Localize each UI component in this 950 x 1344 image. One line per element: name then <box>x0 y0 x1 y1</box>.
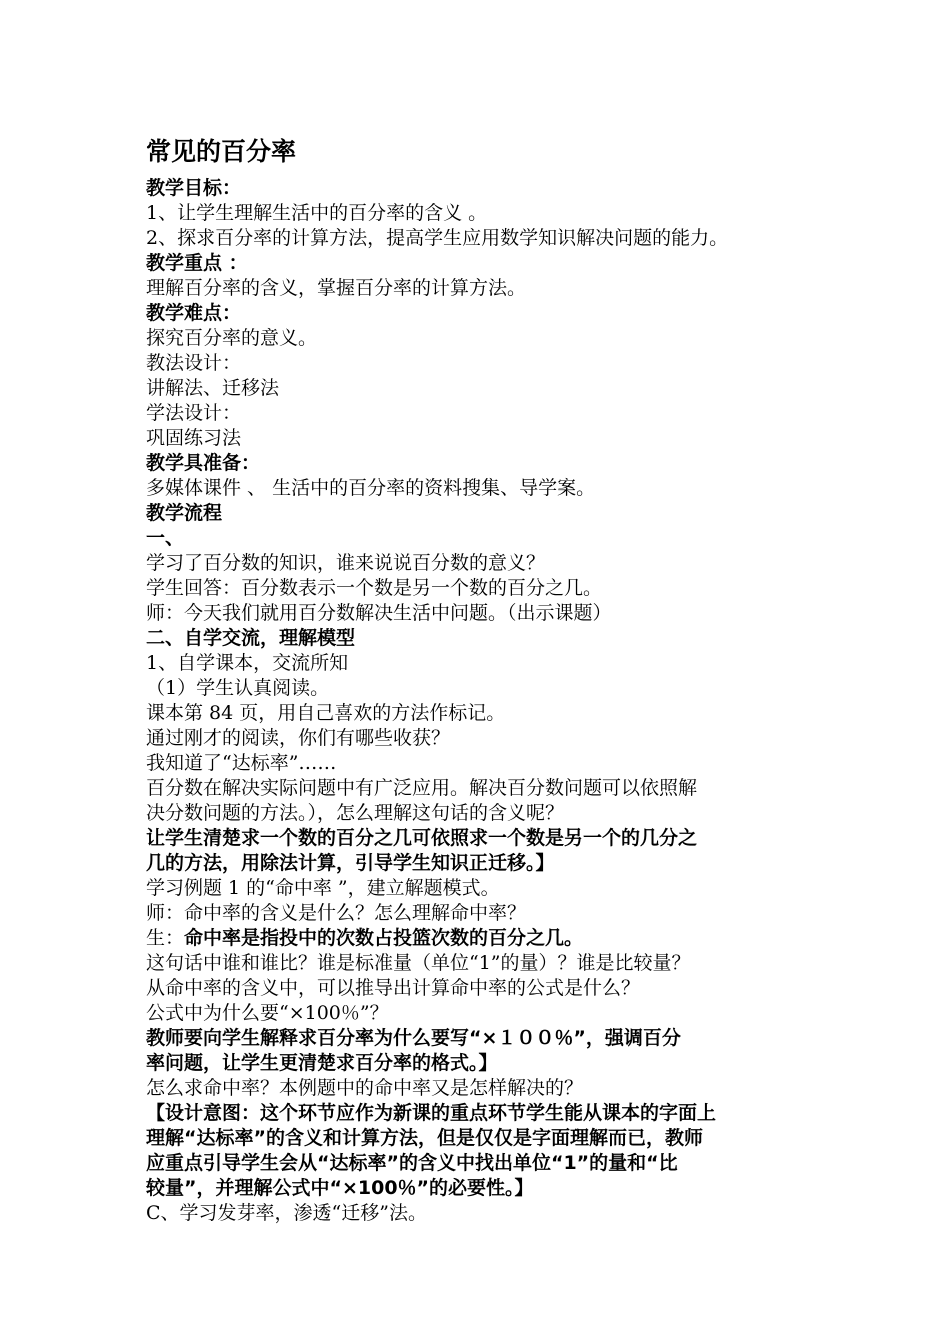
goal-2: 2、探求百分率的计算方法，提高学生应用数学知识解决问题的能力。 <box>146 227 729 249</box>
emphasis-line: 几的方法，用除法计算，引导学生知识正迁移。】 <box>146 852 555 874</box>
paragraph-line: 怎么求命中率？本例题中的命中率又是怎样解决的？ <box>146 1077 584 1099</box>
paragraph-line: 百分数在解决实际问题中有广泛应用。解决百分数问题可以依照解 <box>146 777 698 799</box>
materials-text: 多媒体课件 、 生活中的百分率的资料搜集、导学案。 <box>146 477 596 499</box>
emphasis-line: 教师要向学生解释求百分率为什么要写“×１００％”，强调百分 <box>146 1027 681 1049</box>
emphasis-text: 命中率是指投中的次数占投篮次数的百分之几。 <box>184 927 584 949</box>
emphasis-line: 率问题，让学生更清楚求百分率的格式。】 <box>146 1052 498 1074</box>
key-points-text: 理解百分率的含义，掌握百分率的计算方法。 <box>146 277 527 299</box>
heading-teaching-method: 教法设计： <box>146 352 242 374</box>
paragraph-line: 从命中率的含义中，可以推导出计算命中率的公式是什么？ <box>146 977 641 999</box>
paragraph-line: 决分数问题的方法。），怎么理解这句话的含义呢？ <box>146 802 565 824</box>
design-intent-line: 【设计意图：这个环节应作为新课的重点环节学生能从课本的字面上 <box>146 1102 717 1124</box>
section-one-label: 一、 <box>146 527 185 549</box>
heading-difficulties: 教学难点： <box>146 302 242 324</box>
paragraph-line: 公式中为什么要“×100％”？ <box>146 1002 389 1024</box>
page-title: 常见的百分率 <box>146 137 297 166</box>
paragraph-line: C、学习发芽率，渗透“迁移”法。 <box>146 1202 427 1224</box>
emphasis-line: 让学生清楚求一个数的百分之几可依照求一个数是另一个的几分之 <box>146 827 698 849</box>
difficulties-text: 探究百分率的意义。 <box>146 327 318 349</box>
design-intent-line: 应重点引导学生会从“达标率”的含义中找出单位“1”的量和“比 <box>146 1152 678 1174</box>
teaching-method-text: 讲解法、迁移法 <box>146 377 280 399</box>
heading-key-points: 教学重点 ： <box>146 252 248 274</box>
paragraph-line: 课本第 84 页，用自己喜欢的方法作标记。 <box>146 702 506 724</box>
goal-1: 1、让学生理解生活中的百分率的含义 。 <box>146 202 488 224</box>
design-intent-line: 较量”，并理解公式中“×100％”的必要性。】 <box>146 1177 534 1199</box>
paragraph-line: 师：命中率的含义是什么？怎么理解命中率？ <box>146 902 527 924</box>
paragraph-line: 通过刚才的阅读，你们有哪些收获？ <box>146 727 451 749</box>
heading-process: 教学流程 <box>146 502 223 524</box>
heading-teaching-goals: 教学目标： <box>146 177 242 199</box>
heading-learning-method: 学法设计： <box>146 402 242 424</box>
learning-method-text: 巩固练习法 <box>146 427 242 449</box>
paragraph-line: 学习例题 1 的“命中率 ”，建立解题模式。 <box>146 877 500 899</box>
design-intent-line: 理解“达标率”的含义和计算方法，但是仅仅是字面理解而已，教师 <box>146 1127 703 1149</box>
paragraph-line: 1、自学课本，交流所知 <box>146 652 349 674</box>
speaker-label: 生： <box>146 927 185 949</box>
paragraph-line: 这句话中谁和谁比？谁是标准量（单位“1”的量）？谁是比较量？ <box>146 952 691 974</box>
paragraph-line: 学生回答：百分数表示一个数是另一个数的百分之几。 <box>146 577 603 599</box>
paragraph-line <box>146 926 583 950</box>
paragraph-line: 学习了百分数的知识，谁来说说百分数的意义？ <box>146 552 546 574</box>
paragraph-line: 我知道了“达标率”…… <box>146 752 337 774</box>
paragraph-line: （1）学生认真阅读。 <box>146 677 330 699</box>
section-two-heading: 二、自学交流，理解模型 <box>146 627 356 649</box>
paragraph-line: 师：今天我们就用百分数解决生活中问题。（出示课题） <box>146 602 612 624</box>
heading-materials: 教学具准备： <box>146 452 261 474</box>
